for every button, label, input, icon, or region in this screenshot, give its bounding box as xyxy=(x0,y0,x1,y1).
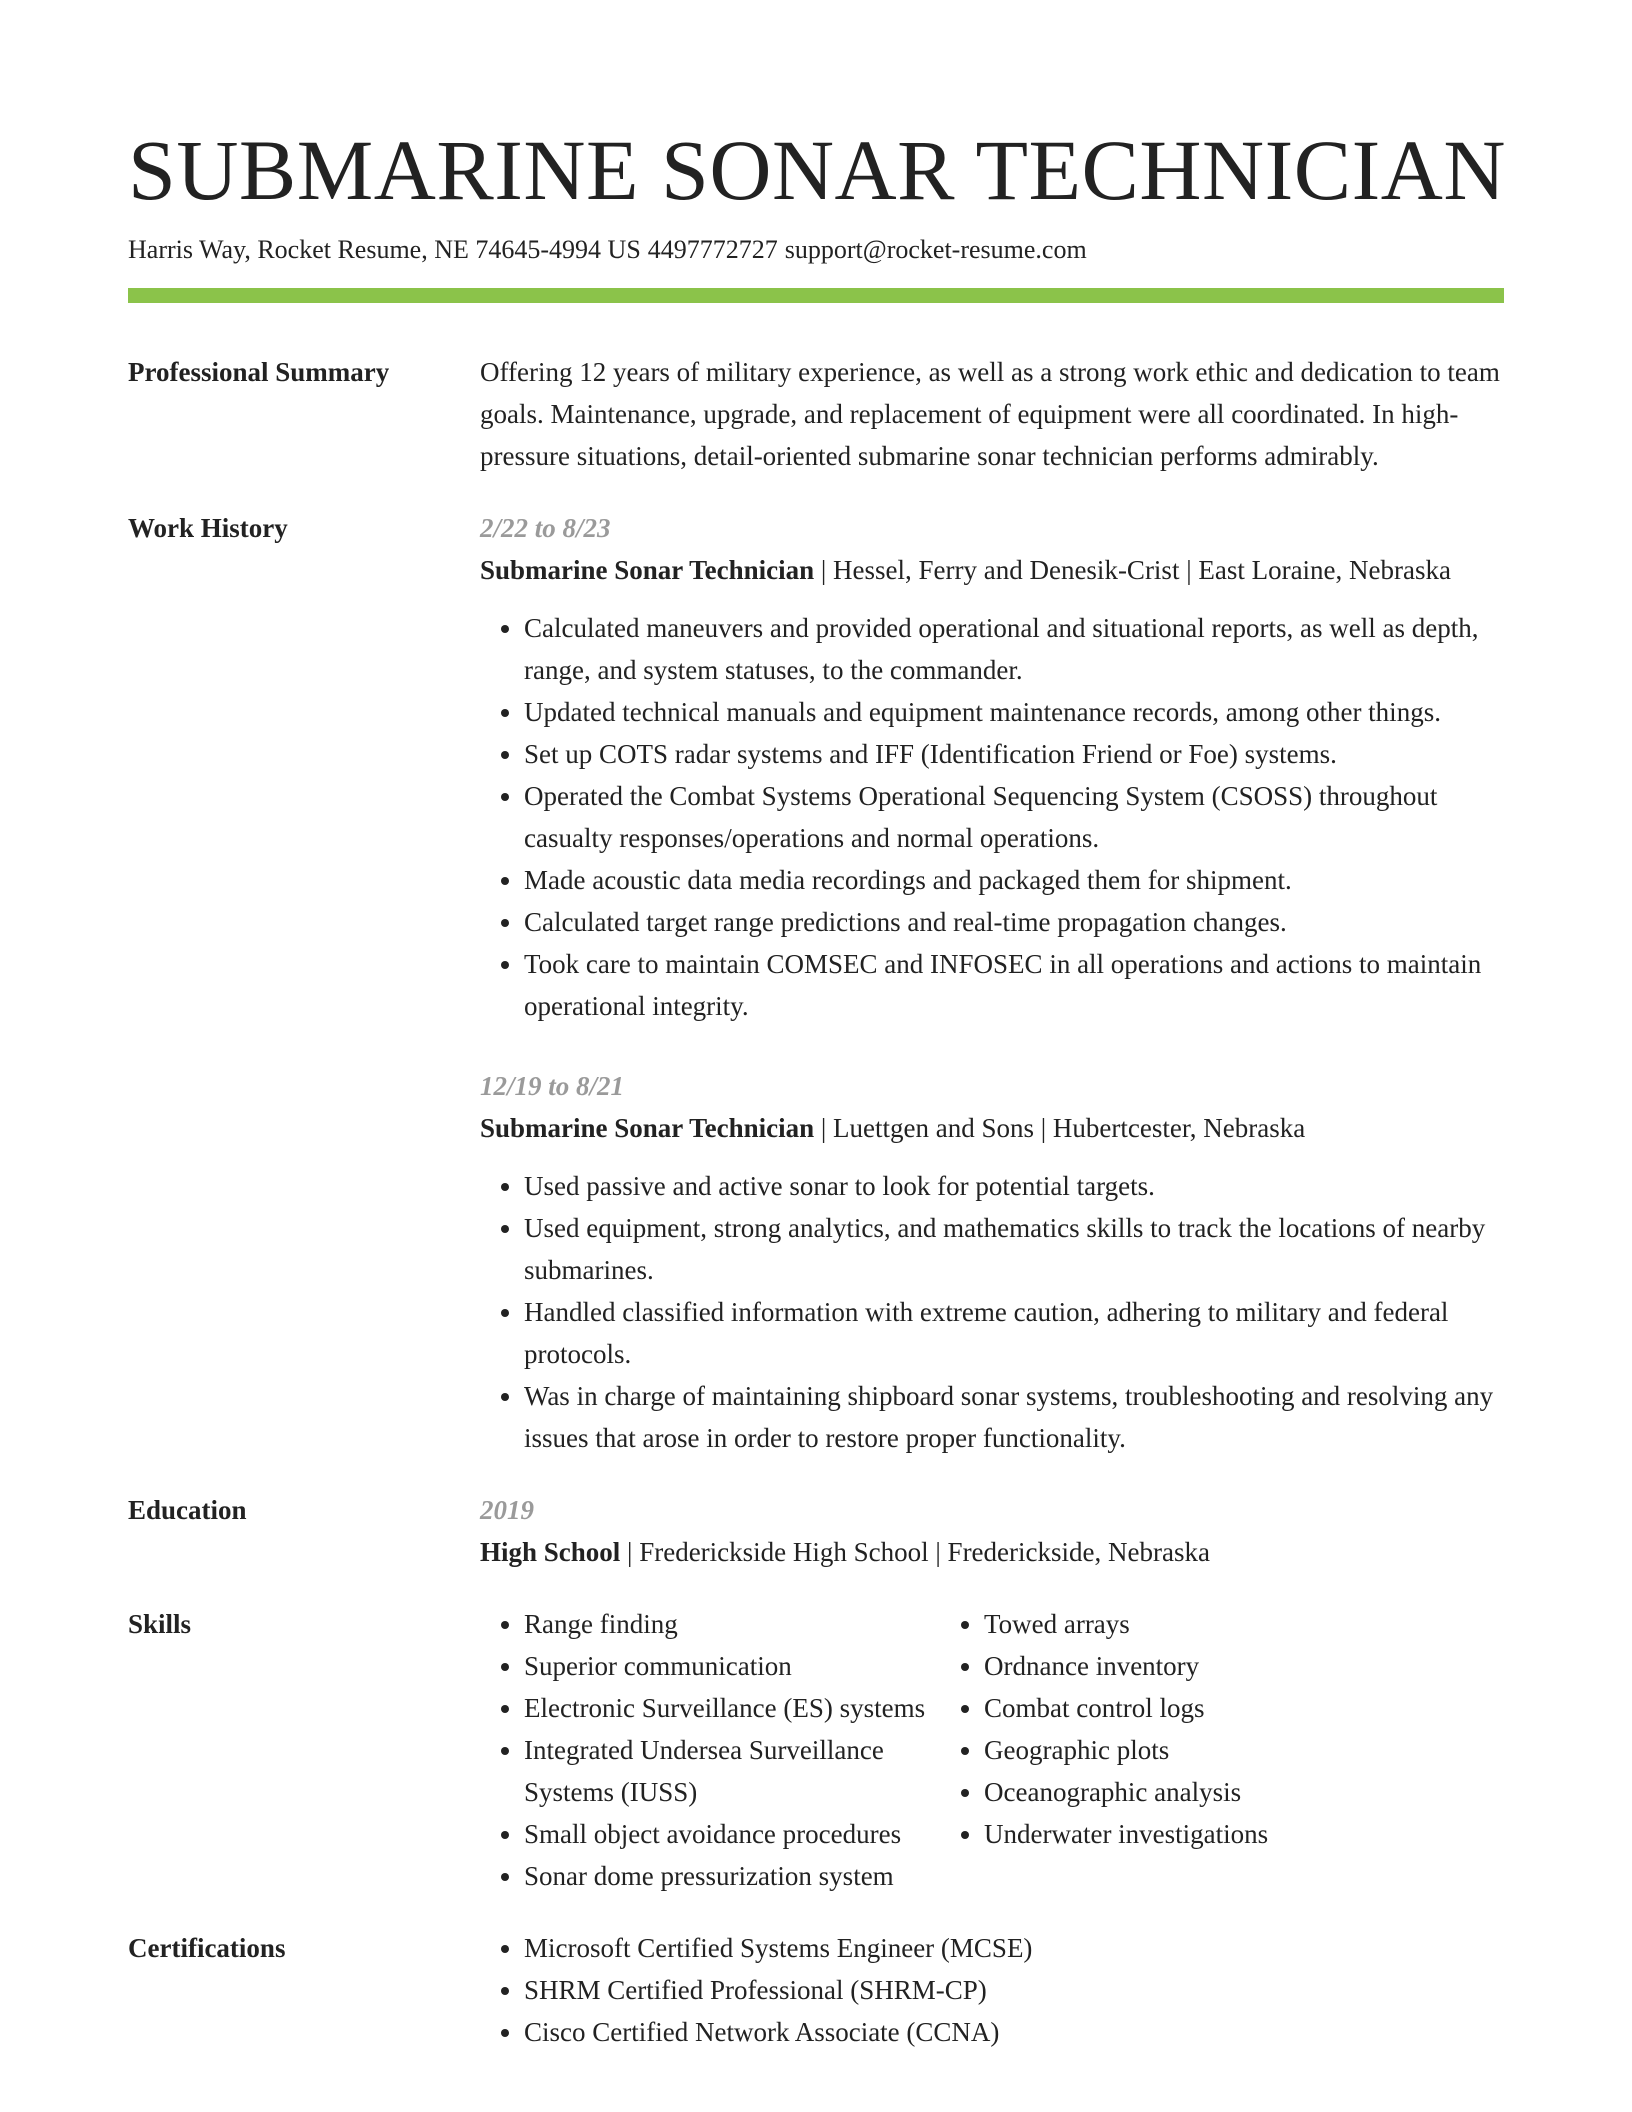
section-label-work-history: Work History xyxy=(128,513,288,543)
section-body-certifications xyxy=(480,1927,1504,2053)
skill-item: • Underwater investigations xyxy=(984,1813,1504,1855)
skill-item: • Superior communication xyxy=(524,1645,940,1687)
skill-item: • Integrated Undersea Surveillance Systems (IUSS) xyxy=(524,1729,940,1813)
skill-item: • Sonar dome pressurization system xyxy=(524,1855,940,1897)
skill-item: • Small object avoidance procedures xyxy=(524,1813,940,1855)
contact-line xyxy=(128,232,1504,268)
skill-item: • Combat control logs xyxy=(984,1687,1504,1729)
job-title: Submarine Sonar Technician xyxy=(480,555,815,585)
job-bullet: • Calculated maneuvers and provided operational and situational reports, as well as depth, range, and system statuses, to the commander. xyxy=(524,607,1504,691)
section-label-summary: Professional Summary xyxy=(128,357,390,387)
job-bullet: • Used passive and active sonar to look for potential targets. xyxy=(524,1165,1504,1207)
job-bullet: • Set up COTS radar systems and IFF (Identification Friend or Foe) systems. xyxy=(524,733,1504,775)
summary-text: Offering 12 years of military experience, as well as a strong work ethic and dedication to team goals. Maintenance, upgrade, and replacement of equipment were all coordinated. In high-pressure situations, detail-oriented submarine sonar technician performs admirably. xyxy=(480,357,1500,471)
section-body-work-history xyxy=(480,507,1504,1459)
section-body-skills xyxy=(480,1603,1504,1897)
job-heading xyxy=(480,1107,1504,1149)
job-details: | Hessel, Ferry and Denesik-Crist | East Loraine, Nebraska xyxy=(814,555,1451,585)
section-summary xyxy=(128,351,1504,477)
job-bullet: • Was in charge of maintaining shipboard sonar systems, troubleshooting and resolving any issues that arose in order to restore proper functionality. xyxy=(524,1375,1504,1459)
skills-column-left xyxy=(480,1603,940,1897)
skills-columns xyxy=(480,1603,1504,1897)
job-bullet: • Used equipment, strong analytics, and mathematics skills to track the locations of nearby submarines. xyxy=(524,1207,1504,1291)
job-dates: 12/19 to 8/21 xyxy=(480,1071,625,1101)
job-bullet: • Calculated target range predictions and real-time propagation changes. xyxy=(524,901,1504,943)
job-dates: 2/22 to 8/23 xyxy=(480,513,611,543)
certification-item: • SHRM Certified Professional (SHRM-CP) xyxy=(524,1969,1504,2011)
skill-item: • Ordnance inventory xyxy=(984,1645,1504,1687)
section-label-certifications: Certifications xyxy=(128,1933,286,1963)
job-title: Submarine Sonar Technician xyxy=(480,1113,815,1143)
job-entry xyxy=(480,507,1504,1027)
job-entry xyxy=(480,1065,1504,1459)
contact-phone: 4497772727 xyxy=(647,235,778,264)
job-bullet: • Handled classified information with extreme caution, adhering to military and federal protocols. xyxy=(524,1291,1504,1375)
education-heading xyxy=(480,1531,1504,1573)
section-skills xyxy=(128,1603,1504,1897)
job-heading xyxy=(480,549,1504,591)
skill-item: • Towed arrays xyxy=(984,1603,1504,1645)
section-work-history xyxy=(128,507,1504,1459)
job-bullet: • Operated the Combat Systems Operational Sequencing System (CSOSS) throughout casualty responses/operations and normal operations. xyxy=(524,775,1504,859)
skill-item: • Geographic plots xyxy=(984,1729,1504,1771)
job-details: | Luettgen and Sons | Hubertcester, Nebraska xyxy=(814,1113,1306,1143)
accent-divider xyxy=(128,288,1504,303)
certifications-list xyxy=(480,1927,1504,2053)
skills-column-right xyxy=(940,1603,1504,1897)
resume-page xyxy=(128,120,1504,2053)
certification-item: • Cisco Certified Network Associate (CCNA) xyxy=(524,2011,1504,2053)
job-bullet: • Took care to maintain COMSEC and INFOSEC in all operations and actions to maintain operational integrity. xyxy=(524,943,1504,1027)
candidate-name: SUBMARINE SONAR TECHNICIAN xyxy=(128,122,1506,218)
job-bullets xyxy=(480,607,1504,1027)
skill-item: • Oceanographic analysis xyxy=(984,1771,1504,1813)
section-body-education xyxy=(480,1489,1504,1573)
job-bullets xyxy=(480,1165,1504,1459)
section-body-summary xyxy=(480,351,1504,477)
education-degree: High School xyxy=(480,1537,621,1567)
section-certifications xyxy=(128,1927,1504,2053)
section-label-skills: Skills xyxy=(128,1609,192,1639)
job-bullet: • Made acoustic data media recordings and packaged them for shipment. xyxy=(524,859,1504,901)
certification-item: • Microsoft Certified Systems Engineer (MCSE) xyxy=(524,1927,1504,1969)
contact-address: Harris Way, Rocket Resume, NE 74645-4994 US xyxy=(128,235,641,264)
skill-item: • Electronic Surveillance (ES) systems xyxy=(524,1687,940,1729)
job-bullet: • Updated technical manuals and equipment maintenance records, among other things. xyxy=(524,691,1504,733)
education-details: | Frederickside High School | Frederickside, Nebraska xyxy=(620,1537,1210,1567)
education-year: 2019 xyxy=(480,1495,534,1525)
section-education xyxy=(128,1489,1504,1573)
contact-email: support@rocket-resume.com xyxy=(784,235,1087,264)
skill-item: • Range finding xyxy=(524,1603,940,1645)
section-label-education: Education xyxy=(128,1495,247,1525)
